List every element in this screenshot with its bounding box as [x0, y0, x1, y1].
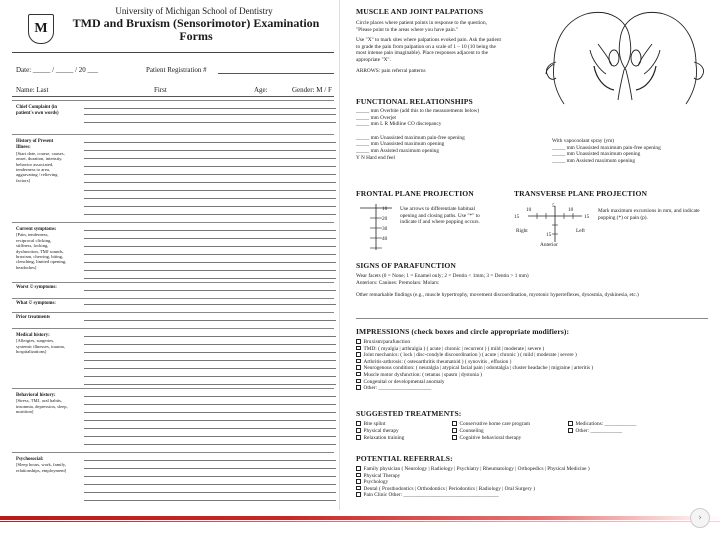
- treatment-option[interactable]: [356, 435, 404, 442]
- university-crest-logo: M: [28, 14, 54, 44]
- referral-item[interactable]: [356, 473, 716, 480]
- frontal-plane-heading: FRONTAL PLANE PROJECTION: [356, 189, 474, 198]
- transverse-instructions: Mark maximum excursions in mm, and indicate popping (*) or pain (p).: [598, 208, 700, 221]
- writing-line[interactable]: [84, 344, 336, 345]
- checkbox[interactable]: [356, 372, 361, 377]
- wear-facets-row: Wear facets (0 = None; 1 = Enamel only; 2 = Dentin < 1mm; 3 = Dentin > 1 mm): [356, 273, 529, 279]
- medical-history-hint: [Allergies, surgeries, systemic illnesses, trauma, hospitalizations]: [16, 338, 65, 355]
- spray-label: With vapocoolant spray (ym): [552, 138, 615, 144]
- transverse-plane-heading: TRANSVERSE PLANE PROJECTION: [514, 189, 648, 198]
- referral-item[interactable]: [356, 486, 716, 493]
- treatment-option[interactable]: [452, 435, 521, 442]
- treatment-label: Conservative home care program: [459, 421, 530, 427]
- impression-item[interactable]: [356, 365, 716, 372]
- parafunction-rows[interactable]: [356, 273, 716, 299]
- treatment-label: Counseling: [459, 428, 484, 434]
- writing-line[interactable]: [84, 262, 336, 263]
- transverse-num: 10: [526, 207, 532, 213]
- impressions-list[interactable]: [356, 339, 716, 392]
- frontal-instructions: Use arrows to differentiate habitual opening and closing paths. Use "*" to indicate if and where popping occurs.: [400, 206, 480, 226]
- age-field[interactable]: Age:: [254, 86, 268, 94]
- impression-label: Congenital or developmental anomaly: [363, 378, 445, 385]
- writing-line[interactable]: [84, 444, 336, 445]
- section-divider: [12, 100, 334, 101]
- frontal-ticks: [382, 204, 396, 244]
- transverse-left-num: 15: [514, 214, 520, 220]
- referral-label: Psychology: [363, 479, 389, 486]
- writing-line[interactable]: [84, 166, 336, 167]
- writing-line[interactable]: [84, 436, 336, 437]
- treatment-option[interactable]: [356, 428, 399, 435]
- other-findings-row[interactable]: Other remarkable findings (e.g., muscle hypertrophy, movement discoordination, myotonic hyperreflexes, dysosmia, dyskinesia, etc.): [356, 292, 639, 299]
- psychosocial-title: Psychosocial:: [16, 457, 44, 462]
- spray-max-row[interactable]: _____ mm Unassisted maximum opening: [552, 151, 641, 158]
- impression-item[interactable]: [356, 352, 716, 359]
- treatment-label: Other: ____________: [575, 428, 623, 434]
- transverse-anterior-label: Anterior: [540, 242, 558, 248]
- treatment-label: Relaxation training: [363, 435, 405, 441]
- muscle-text-line: appropriate "X".: [356, 56, 391, 63]
- midline-row[interactable]: _____ mm L R Midline CO discrepancy: [356, 121, 442, 128]
- chief-complaint-title: Chief Complaint (in patient's own words): [16, 105, 59, 117]
- section-divider: [12, 282, 334, 283]
- writing-line[interactable]: [84, 174, 336, 175]
- muscle-text-line: "Please point to the areas where you have pain.": [356, 26, 459, 33]
- exam-form-page-2: [348, 0, 720, 510]
- checkbox[interactable]: [356, 359, 361, 364]
- writing-line[interactable]: [84, 278, 336, 279]
- checkbox[interactable]: [356, 466, 361, 471]
- writing-line[interactable]: [84, 254, 336, 255]
- last-name-field[interactable]: Name: Last: [16, 86, 49, 94]
- exam-form-page-1: [6, 0, 340, 510]
- writing-line[interactable]: [84, 108, 336, 109]
- writing-line[interactable]: [84, 198, 336, 199]
- impression-label: Bruxism/parafunction: [363, 339, 410, 345]
- impression-label: Muscle motor dysfunction: ( tetanus | spasm | dystonia ): [363, 371, 482, 378]
- writing-line[interactable]: [84, 396, 336, 397]
- psychosocial-hint: [Sleep hours, work, family, relationships, employment]: [16, 462, 67, 473]
- writing-line[interactable]: [84, 158, 336, 159]
- writing-line[interactable]: [84, 150, 336, 151]
- writing-line[interactable]: [84, 206, 336, 207]
- writing-line[interactable]: [84, 270, 336, 271]
- writing-line[interactable]: [84, 368, 336, 369]
- section-divider: [12, 388, 334, 389]
- chief-complaint-label: [16, 104, 68, 117]
- first-name-field[interactable]: First: [154, 86, 167, 94]
- current-symptoms-hint: [Pain, tenderness, reciprocal clicking, stiffness, locking, dysfunction, TMJ sounds, bruxism, chewing, biting, clenching, limited opening, headaches]: [16, 232, 67, 270]
- impression-label: Other: ____________________: [363, 385, 432, 392]
- referral-label: Family physician ( Neurology | Radiology | Psychiatry | Rheumatology | Orthopedics | Physical Medicine ): [363, 466, 590, 472]
- writing-line[interactable]: [84, 190, 336, 191]
- header-divider: [12, 52, 334, 53]
- writing-line[interactable]: [84, 230, 336, 231]
- gender-field[interactable]: Gender: M / F: [292, 86, 332, 94]
- referral-label: Dental ( Prosthodontics | Orthodontics | Periodontics | Radiology | Oral Surgery ): [363, 485, 536, 492]
- muscle-text-line: Circle places where patient points in response to the question,: [356, 20, 487, 26]
- writing-line[interactable]: [84, 420, 336, 421]
- transverse-top-label: 5: [552, 203, 555, 209]
- impressions-heading: IMPRESSIONS (check boxes and circle appropriate modifiers):: [356, 327, 570, 336]
- checkbox[interactable]: [356, 473, 361, 478]
- medical-history-label: [16, 332, 68, 355]
- writing-line[interactable]: [84, 476, 336, 477]
- what-symptoms-label: [16, 300, 68, 306]
- writing-line[interactable]: [84, 376, 336, 377]
- writing-line[interactable]: [84, 246, 336, 247]
- checkbox[interactable]: [452, 428, 457, 433]
- section-divider: [12, 312, 334, 313]
- writing-line[interactable]: [84, 238, 336, 239]
- behavioral-history-title: Behavioral history:: [16, 393, 56, 398]
- treatment-option[interactable]: [452, 428, 484, 435]
- checkbox[interactable]: [356, 379, 361, 384]
- checkbox[interactable]: [356, 435, 361, 440]
- left-profile-head: [546, 12, 631, 104]
- form-title: TMD and Bruxism (Sensorimotor) Examination Forms: [72, 16, 320, 43]
- writing-line[interactable]: [84, 352, 336, 353]
- section-divider: [12, 328, 334, 329]
- treatment-option[interactable]: [356, 421, 385, 428]
- writing-line[interactable]: [84, 404, 336, 405]
- present-illness-label: [16, 138, 68, 183]
- writing-line[interactable]: [84, 304, 336, 305]
- worst-symptoms-title: Worst © symptoms:: [16, 285, 57, 290]
- slide-footer-line: [0, 521, 720, 522]
- worst-symptoms-label: [16, 284, 68, 290]
- section-divider: [12, 298, 334, 299]
- max-opening-row[interactable]: _____ mm Unassisted maximum opening: [356, 141, 445, 148]
- referral-item[interactable]: [356, 479, 716, 486]
- current-symptoms-label: [16, 226, 68, 270]
- tooth-groups-row[interactable]: Anteriors: Canines: Premolars: Molars:: [356, 279, 440, 286]
- referrals-list[interactable]: [356, 466, 716, 499]
- checkbox[interactable]: [356, 492, 361, 497]
- writing-line[interactable]: [84, 142, 336, 143]
- transverse-bottom-num: 15: [546, 232, 552, 238]
- overbite-row[interactable]: _____ mm Overbite (add this to the measurements below): [356, 108, 480, 114]
- writing-line[interactable]: [84, 500, 336, 501]
- treatment-label: Physical therapy: [363, 428, 399, 434]
- spray-assisted-row[interactable]: _____ mm Assisted maximum opening: [552, 157, 635, 164]
- treatment-option[interactable]: [568, 428, 622, 435]
- transverse-num: 10: [568, 207, 574, 213]
- frontal-tick: 30: [382, 226, 388, 232]
- writing-line[interactable]: [84, 492, 336, 493]
- muscle-text-line: most intense pain imaginable). Place responses adjacent to the: [356, 50, 488, 57]
- behavioral-history-hint: [Stress, TMJ, oral habits, insomnia, depression, sleep, nutrition]: [16, 398, 68, 415]
- writing-line[interactable]: [84, 384, 336, 385]
- impression-label: Arthritis-arthrosis: ( osteoarthritis rheumatoid ) ( synovitis , effusion ): [363, 358, 512, 365]
- checkbox[interactable]: [452, 421, 457, 426]
- transverse-right-num: 15: [584, 214, 590, 220]
- checkbox[interactable]: [356, 346, 361, 351]
- present-illness-hint: [Start date, course, causes, onset, duration, intensity, behavior associated, tenderness to area, aggravating / relieving factors]: [16, 150, 65, 183]
- frontal-tick: 10: [382, 206, 388, 212]
- frontal-tick: 40: [382, 236, 388, 242]
- referral-label: Pain Clinic Other: ____________________________________: [363, 492, 499, 499]
- registration-field[interactable]: Patient Registration #: [146, 66, 207, 74]
- writing-line[interactable]: [84, 336, 336, 337]
- functional-relationships-heading: FUNCTIONAL RELATIONSHIPS: [356, 97, 473, 106]
- impression-label: Neurogenous condition: ( neuralgia | atypical facial pain | odontalgia | cluster headache | migraine | arteritis ): [363, 365, 594, 372]
- treatment-label: Bite splint: [363, 421, 386, 427]
- parafunction-line[interactable]: [356, 318, 708, 319]
- spray-rows[interactable]: [552, 138, 718, 164]
- prior-treatments-label: [16, 314, 68, 320]
- writing-line[interactable]: [84, 182, 336, 183]
- impression-item[interactable]: [356, 379, 716, 386]
- university-name: University of Michigan School of Dentistry: [115, 6, 273, 16]
- checkbox[interactable]: [452, 435, 457, 440]
- behavioral-history-label: [16, 392, 68, 415]
- next-slide-arrow-icon[interactable]: ›: [690, 508, 710, 528]
- date-field[interactable]: Date: _____ / _____ / 20 ___: [16, 66, 99, 74]
- psychosocial-label: [16, 456, 68, 473]
- painfree-opening-row[interactable]: _____ mm Unassisted maximum pain-free opening: [356, 134, 465, 141]
- slide-footer-bar: [0, 516, 720, 520]
- functional-rows[interactable]: [356, 108, 556, 161]
- muscle-palpation-heading: MUSCLE AND JOINT PALPATIONS: [356, 7, 484, 16]
- treatment-option[interactable]: [452, 421, 530, 428]
- checkbox[interactable]: [356, 339, 361, 344]
- impression-label: Joint mechanics: ( lock | disc-condyle discoordination ) ( acute | chronic ) ( mild | moderate | severe ): [363, 352, 577, 359]
- checkbox[interactable]: [356, 421, 361, 426]
- hard-end-feel-row[interactable]: Y N Hard end feel: [356, 154, 395, 161]
- prior-treatments-title: Prior treatments: [16, 315, 51, 320]
- frontal-tick: 20: [382, 216, 388, 222]
- impression-item[interactable]: [356, 339, 716, 346]
- head-profile-diagrams[interactable]: [534, 4, 718, 110]
- parafunction-heading: SIGNS OF PARAFUNCTION: [356, 261, 456, 270]
- writing-line[interactable]: [84, 114, 336, 115]
- referral-label: Physical Therapy: [363, 472, 401, 479]
- writing-line[interactable]: [84, 412, 336, 413]
- section-divider: [12, 134, 334, 135]
- referrals-heading: POTENTIAL REFERRALS:: [356, 454, 453, 463]
- current-symptoms-title: Current symptoms:: [16, 227, 57, 232]
- spray-painfree-row[interactable]: _____ mm Unassisted maximum pain-free opening: [552, 144, 661, 151]
- writing-line[interactable]: [84, 428, 336, 429]
- medical-history-title: Medical history:: [16, 333, 50, 338]
- writing-line[interactable]: [84, 360, 336, 361]
- name-divider: [12, 96, 334, 97]
- referral-item[interactable]: [356, 466, 716, 473]
- writing-line[interactable]: [84, 122, 336, 123]
- muscle-text-line: to grade the pain from palpation on a scale of 1 – 10 (10 being the: [356, 43, 496, 50]
- transverse-right-label: Right: [516, 228, 528, 234]
- checkbox[interactable]: [356, 486, 361, 491]
- writing-line[interactable]: [84, 468, 336, 469]
- writing-line[interactable]: [84, 290, 336, 291]
- checkbox[interactable]: [568, 428, 573, 433]
- assisted-opening-row[interactable]: _____ mm Assisted maximum opening: [356, 147, 439, 154]
- muscle-palpation-instructions: [356, 20, 556, 74]
- impression-label: TMD: ( myalgia | arthralgia ) ( acute | chronic | recurrent ) ( mild | moderate | severe ): [363, 345, 545, 352]
- treatments-heading: SUGGESTED TREATMENTS:: [356, 409, 462, 418]
- impression-item[interactable]: [356, 385, 716, 392]
- referral-item[interactable]: [356, 492, 716, 499]
- muscle-text-line: ARROWS: pain referral patterns: [356, 67, 426, 74]
- overjet-row[interactable]: _____ mm Overjet: [356, 114, 397, 121]
- writing-line[interactable]: [84, 214, 336, 215]
- treatment-label: Cognitive behavioral therapy: [459, 435, 522, 441]
- right-profile-head: [619, 12, 703, 104]
- section-divider: [12, 452, 334, 453]
- section-divider: [12, 222, 334, 223]
- impression-item[interactable]: [356, 372, 716, 379]
- what-symptoms-title: What © symptoms:: [16, 301, 56, 306]
- writing-line[interactable]: [84, 484, 336, 485]
- muscle-text-line: Use "X" to mark sites where palpations evoked pain. Ask the patient: [356, 37, 501, 44]
- checkbox[interactable]: [356, 365, 361, 370]
- checkbox[interactable]: [568, 421, 573, 426]
- writing-line[interactable]: [84, 320, 336, 321]
- checkbox[interactable]: [356, 352, 361, 357]
- present-illness-title: History of Present Illness:: [16, 139, 54, 151]
- treatment-option[interactable]: [568, 421, 636, 428]
- registration-line: [218, 73, 334, 74]
- treatment-label: Medications: ____________: [575, 421, 637, 427]
- writing-line[interactable]: [84, 460, 336, 461]
- checkbox[interactable]: [356, 428, 361, 433]
- checkbox[interactable]: [356, 479, 361, 484]
- transverse-left-label: Left: [576, 228, 585, 234]
- checkbox[interactable]: [356, 385, 361, 390]
